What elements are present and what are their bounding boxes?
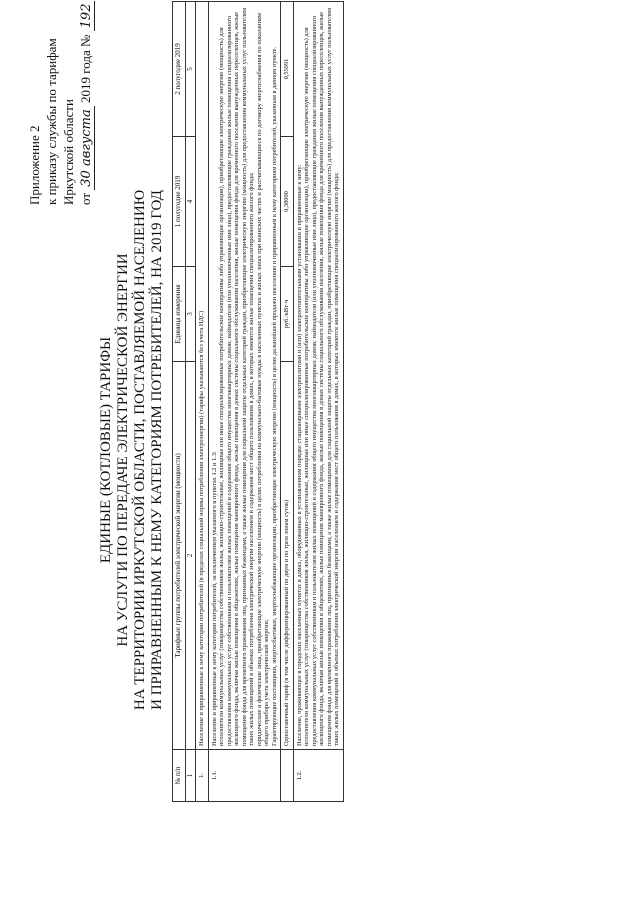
title-line-4: И ПРИРАВНЕННЫМ К НЕМУ КАТЕГОРИЯМ ПОТРЕБИТЕЛЕЙ, НА 2019 ГОД xyxy=(149,190,165,710)
handwritten-date: 30 августа xyxy=(79,106,95,189)
header-group: Тарифные группы потребителей электрической энергии (мощности) xyxy=(173,362,186,750)
appendix-region: Иркутской области xyxy=(61,99,76,205)
index-cell: 1 xyxy=(185,750,196,802)
appendix-date-line xyxy=(77,3,95,205)
title-line-1: ЕДИНЫЕ (КОТЛОВЫЕ) ТАРИФЫ xyxy=(98,336,114,564)
document-title xyxy=(98,105,166,795)
title-line-3: НА ТЕРРИТОРИИ ИРКУТСКОЙ ОБЛАСТИ, ПОСТАВЛЯЕМОЙ НАСЕЛЕНИЮ xyxy=(132,189,148,711)
date-year: 2019 года № xyxy=(78,34,93,104)
index-cell: 5 xyxy=(185,2,196,137)
row-number: 1.1. xyxy=(208,750,281,802)
table-row xyxy=(208,2,281,802)
row-number xyxy=(281,750,294,802)
row-text: Население и приравненные к нему категории потребителей (в пределах социальной нормы потребления электроэнергии) (тарифы указываются без учета НДС) xyxy=(196,2,209,750)
appendix-block xyxy=(26,3,95,205)
row-paragraph: исполнители коммунальных услуг (товарищества собственников жилья, жилищно-строительные, жилищные или иные специализированные потребительские кооперативы либо управляющие организации), приобретающие электрическую энергию (мощность) для предоставления коммунальных услуг собственникам и пользователям жилых помещений и содержания общего имущества многоквартирных домов; наймодатели (или уполномоченные ими лица), предоставляющие гражданам жилые помещения специализированного жилищного фонда, включая жилые помещения в общежитиях, жилые помещения маневренного фонда, жилые помещения в домах системы социального обслуживания населения, жилые помещения фонда для временного поселения вынужденных переселенцев, жилые помещения фонда для временного проживания лиц, признанных беженцами, а также жилые помещения для социальной защиты отдельных категорий граждан, приобретающие электрическую энергию (мощность) для предоставления коммунальных услуг пользователям таких жилых помещений в объемах потребления электрической энергии населением и содержания мест общего пользования в домах, в которых имеются жилые помещения специализированного жилого фонда; xyxy=(218,7,255,746)
tariff-value-h2: 0,55991 xyxy=(281,2,294,137)
row-text xyxy=(293,2,343,750)
appendix-title: Приложение 2 xyxy=(27,125,42,205)
handwritten-number: 192 xyxy=(79,1,95,32)
table-index-row xyxy=(185,2,196,802)
row-paragraph: Население, проживающее в городских населенных пунктах в домах, оборудованных в установленном порядке стационарными электроплитами и (или) электроотопительными установками и приравненные к нему: xyxy=(295,164,303,746)
row-paragraph: юридические и физические лица, приобретающие электрическую энергию (мощность) в целях потребления на коммунально-бытовые нужды в населенных пунктах и жилых зонах при воинских частях и рассчитывающиеся по договору энергоснабжения по показаниям общего прибора учета электрической энергии; xyxy=(255,13,270,746)
index-cell: 4 xyxy=(185,137,196,267)
tariff-table xyxy=(172,1,344,802)
tariff-value-h1: 0,38000 xyxy=(281,137,294,267)
table-row xyxy=(293,2,343,802)
header-h1: 1 полугодие 2019 xyxy=(173,137,186,267)
appendix-order-ref: к приказу службы по тарифам xyxy=(44,38,59,205)
table-row xyxy=(281,2,294,802)
index-cell: 3 xyxy=(185,267,196,362)
row-paragraph: Население и приравненные к нему категории потребителей, за исключением указанного в пунктах 1.2 и 1.3: xyxy=(210,451,218,746)
row-paragraph: исполнители коммунальных услуг (товарищества собственников жилья, жилищно-строительные, жилищные или иные специализированные потребительские кооперативы либо управляющие организации), приобретающие электрическую энергию (мощность) для предоставления коммунальных услуг собственникам и пользователям жилых помещений и содержания общего имущества многоквартирных домов; наймодатели (или уполномоченные ими лица), предоставляющие гражданам жилые помещения специализированного жилищного фонда, включая жилые помещения в общежитиях, жилые помещения маневренного фонда, жилые помещения в домах системы социального обслуживания населения, жилые помещения фонда для временного поселения вынужденных переселенцев, жилые помещения фонда для временного проживания лиц, признанных беженцами, а также жилые помещения для социальной защиты отдельных категорий граждан, приобретающие электрическую энергию (мощность) для предоставления коммунальных услуг пользователям таких жилых помещений в объемах потребления электрической энергии населением и содержания мест общего пользования в домах, в которых имеются жилые помещения специализированного жилого фонда; xyxy=(303,7,340,746)
row-number: 1.2. xyxy=(293,750,343,802)
number-suffix xyxy=(78,0,93,1)
row-number: 1. xyxy=(196,750,209,802)
row-paragraph: Гарантирующие поставщики, энергосбытовые, энергоснабжающие организации, приобретающие электрическую энергию (мощность) в целях дальнейшей продажи населению и приравненным к нему категориям потребителей, указанным в данном пункте. xyxy=(270,46,278,746)
header-num: № п/п xyxy=(173,750,186,802)
date-prefix: от xyxy=(78,192,93,205)
header-h2: 2 полугодие 2019 xyxy=(173,2,186,137)
table-row xyxy=(196,2,209,802)
title-line-2: НА УСЛУГИ ПО ПЕРЕДАЧЕ ЭЛЕКТРИЧЕСКОЙ ЭНЕРГИИ xyxy=(115,253,131,647)
index-cell: 2 xyxy=(185,362,196,750)
tariff-unit: руб./кВт·ч xyxy=(281,267,294,362)
header-unit: Единица измерения xyxy=(173,267,186,362)
tariff-label: Одноставочный тариф (в том числе дифференцированный по двум и по трем зонам суток) xyxy=(281,362,294,750)
row-text xyxy=(208,2,281,750)
table-header-row xyxy=(173,2,186,802)
